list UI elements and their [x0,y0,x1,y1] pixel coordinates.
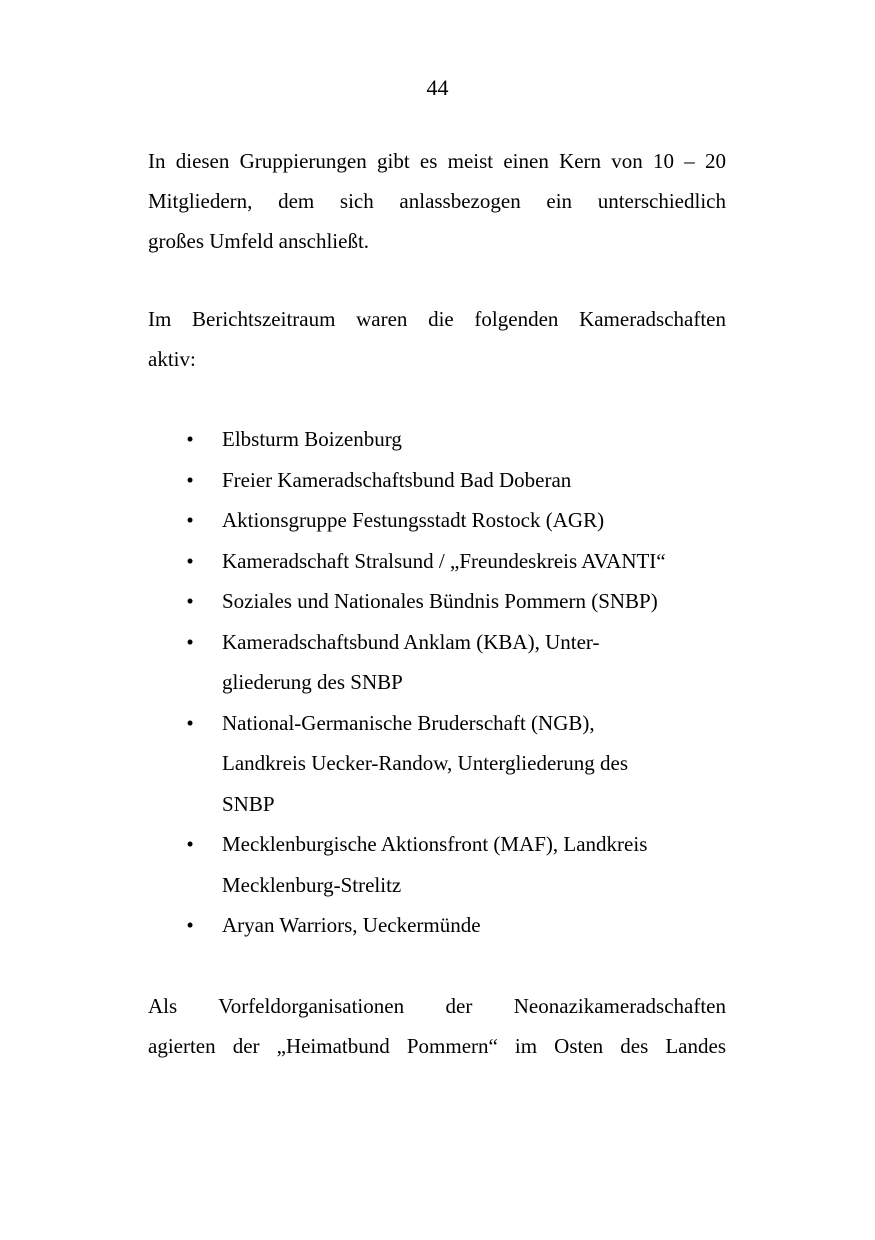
list-item [0,419,666,460]
paragraph-line: agierten der „Heimatbund Pommern“ im Osten des Landes [148,1034,726,1058]
paragraph-vorfeld [148,986,726,1066]
bullet-icon: • [186,629,194,654]
list-item-text: Kameradschaftsbund Anklam (KBA), Unter- [222,629,600,654]
list-item [0,541,666,582]
paragraph-line: aktiv: [148,347,196,371]
list-item-text: Kameradschaft Stralsund / „Freundeskreis AVANTI“ [222,548,666,573]
paragraph-line: Als Vorfeldorganisationen der Neonazikameradschaften [148,994,726,1018]
paragraph-list-intro [148,299,726,379]
bullet-icon: • [186,508,194,532]
list-item-text: Soziales und Nationales Bündnis Pommern (SNBP) [222,589,658,613]
paragraph-line: In diesen Gruppierungen gibt es meist einen Kern von 10 – 20 [148,149,726,173]
list-item [0,905,666,946]
list-item-text: Elbsturm Boizenburg [222,427,402,451]
bullet-icon: • [186,913,194,937]
kameradschaften-list [0,419,666,946]
list-item-text: Aryan Warriors, Ueckermünde [222,913,481,937]
bullet-icon: • [186,832,194,856]
list-item [0,500,666,541]
list-item-text: Landkreis Uecker-Randow, Untergliederung des [222,751,629,775]
paragraph-line: großes Umfeld anschließt. [148,229,370,253]
paragraph-line: Im Berichtszeitraum waren die folgenden Kameradschaften [148,307,726,331]
bullet-icon: • [186,548,194,573]
list-item-text: Freier Kameradschaftsbund Bad Doberan [222,467,572,492]
list-item [0,703,666,825]
paragraph-intro [148,141,726,261]
bullet-icon: • [186,427,194,451]
bullet-icon: • [186,710,194,735]
page-number: 44 [426,75,449,100]
list-item-text: Aktionsgruppe Festungsstadt Rostock (AGR) [222,508,605,532]
list-item [0,824,666,905]
list-item-text: National-Germanische Bruderschaft (NGB), [222,710,595,735]
list-item-text: SNBP [222,791,275,816]
bullet-icon: • [186,467,194,492]
bullet-icon: • [186,589,194,613]
list-item-text: Mecklenburg-Strelitz [222,872,402,897]
list-item-text: Mecklenburgische Aktionsfront (MAF), Landkreis [222,832,648,856]
list-item [0,460,666,501]
list-item [0,581,666,622]
list-item-text: gliederung des SNBP [222,670,403,694]
list-item [0,622,666,703]
paragraph-line: Mitgliedern, dem sich anlassbezogen ein unterschiedlich [148,189,726,213]
